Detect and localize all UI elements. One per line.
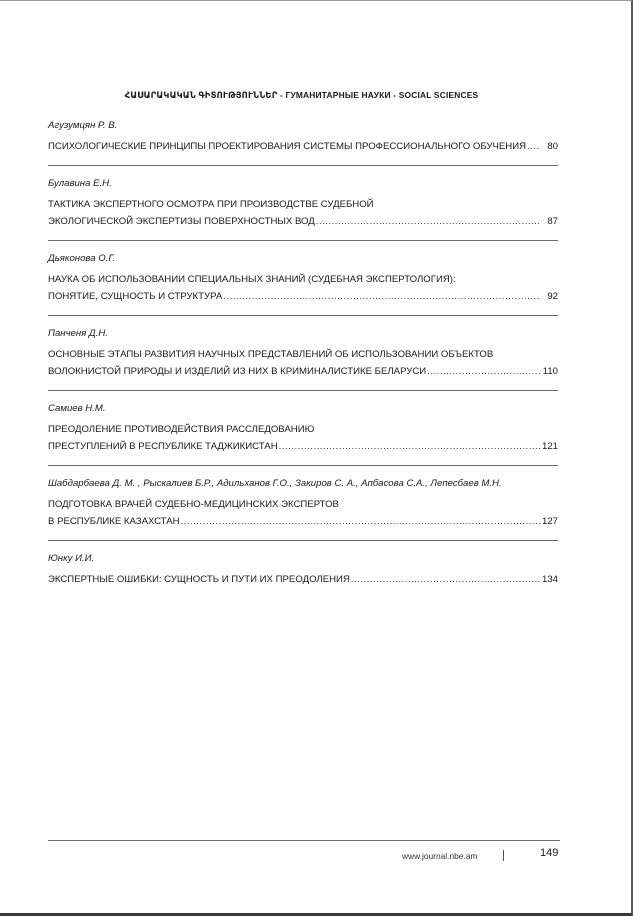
dot-leader xyxy=(223,288,541,305)
entry-title-block[interactable] xyxy=(48,421,558,455)
entry-title-text: ПОДГОТОВКА ВРАЧЕЙ СУДЕБНО-МЕДИЦИНСКИХ ЭКСПЕРТОВ xyxy=(48,499,339,510)
table-of-contents xyxy=(48,120,558,588)
entry-page-number: 92 xyxy=(547,291,558,302)
entry-title-line xyxy=(48,196,558,213)
toc-entry xyxy=(48,253,558,305)
toc-entry xyxy=(48,328,558,380)
entry-page-number: 134 xyxy=(541,574,558,585)
entry-page-number: 80 xyxy=(547,141,558,152)
entry-title-text: ПОНЯТИЕ, СУЩНОСТЬ И СТРУКТУРА xyxy=(48,291,223,302)
entry-title-line xyxy=(48,496,558,513)
entry-title-block[interactable] xyxy=(48,271,558,305)
toc-entry xyxy=(48,178,558,230)
dot-leader xyxy=(351,571,541,588)
section-heading: ՀԱՍԱՐԱԿԱԿԱՆ ԳԻՏՈՒԹՅՈՒՆՆԵՐ - ГУМАНИТАРНЫЕ НАУКИ - SOCIAL SCIENCES xyxy=(124,90,479,100)
dot-leader xyxy=(427,363,541,380)
footer-url[interactable]: www.journal.nbe.am xyxy=(402,851,478,861)
entry-authors: Панченя Д.Н. xyxy=(48,328,108,339)
entry-title-text: ПСИХОЛОГИЧЕСКИЕ ПРИНЦИПЫ ПРОЕКТИРОВАНИЯ СИСТЕМЫ ПРОФЕССИОНАЛЬНОГО ОБУЧЕНИЯ xyxy=(48,141,527,152)
entry-title-line xyxy=(48,346,558,363)
entry-title-text: ТАКТИКА ЭКСПЕРТНОГО ОСМОТРА ПРИ ПРОИЗВОДСТВЕ СУДЕБНОЙ xyxy=(48,199,374,210)
entry-title-line xyxy=(48,213,558,230)
entry-page-number: 110 xyxy=(542,366,558,377)
toc-entry xyxy=(48,403,558,455)
entry-title-line xyxy=(48,271,558,288)
entry-title-text: ЭКСПЕРТНЫЕ ОШИБКИ: СУЩНОСТЬ И ПУТИ ИХ ПРЕОДОЛЕНИЯ xyxy=(48,574,350,585)
entry-separator xyxy=(48,240,558,241)
footer-page-number: 149 xyxy=(540,847,559,859)
dot-leader xyxy=(181,513,541,530)
entry-page-number: 121 xyxy=(541,441,558,452)
entry-separator xyxy=(48,465,558,466)
entry-title-text: ЭКОЛОГИЧЕСКОЙ ЭКСПЕРТИЗЫ ПОВЕРХНОСТНЫХ ВОД xyxy=(48,216,315,227)
entry-title-text: ВОЛОКНИСТОЙ ПРИРОДЫ И ИЗДЕЛИЙ ИЗ НИХ В КРИМИНАЛИСТИКЕ БЕЛАРУСИ xyxy=(48,366,427,377)
entry-title-block[interactable] xyxy=(48,346,558,380)
toc-entry xyxy=(48,120,558,155)
entry-authors: Самиев Н.М. xyxy=(48,403,106,414)
toc-entry xyxy=(48,553,558,588)
entry-title-text: ПРЕОДОЛЕНИЕ ПРОТИВОДЕЙСТВИЯ РАССЛЕДОВАНИЮ xyxy=(48,424,315,435)
entry-title-text: ПРЕСТУПЛЕНИЙ В РЕСПУБЛИКЕ ТАДЖИКИСТАН xyxy=(48,441,278,452)
entry-page-number: 87 xyxy=(547,216,558,227)
entry-title-text: ОСНОВНЫЕ ЭТАПЫ РАЗВИТИЯ НАУЧНЫХ ПРЕДСТАВЛЕНИЙ ОБ ИСПОЛЬЗОВАНИИ ОБЪЕКТОВ xyxy=(48,349,494,360)
entry-title-line xyxy=(48,288,558,305)
entry-separator xyxy=(48,165,558,166)
entry-authors: Агузумцян Р. В. xyxy=(48,120,118,131)
entry-authors: Шабдарбаева Д. М. , Рыскалиев Б.Р., Адильханов Г.О., Закиров С. А., Апбасова С.А., Лепесбаев М.Н. xyxy=(48,478,502,489)
entry-title-text: В РЕСПУБЛИКЕ КАЗАХСТАН xyxy=(48,516,180,527)
entry-separator xyxy=(48,390,558,391)
entry-authors: Юнку И.И. xyxy=(48,553,95,564)
entry-separator xyxy=(48,315,558,316)
entry-title-block[interactable] xyxy=(48,496,558,530)
dot-leader xyxy=(279,438,541,455)
entry-title-text: НАУКА ОБ ИСПОЛЬЗОВАНИИ СПЕЦИАЛЬНЫХ ЗНАНИЙ (СУДЕБНАЯ ЭКСПЕРТОЛОГИЯ): xyxy=(48,274,456,285)
footer-rule xyxy=(48,840,560,841)
entry-page-number: 127 xyxy=(541,516,558,527)
entry-title-line xyxy=(48,363,558,380)
footer-separator xyxy=(503,850,504,861)
entry-title-line xyxy=(48,438,558,455)
entry-title-line xyxy=(48,138,558,155)
toc-entry xyxy=(48,478,558,530)
entry-title-line xyxy=(48,571,558,588)
entry-title-block[interactable] xyxy=(48,196,558,230)
entry-authors: Дьяконова О.Г. xyxy=(48,253,116,264)
entry-title-block[interactable] xyxy=(48,571,558,588)
entry-title-line xyxy=(48,513,558,530)
entry-title-block[interactable] xyxy=(48,138,558,155)
dot-leader xyxy=(527,138,541,155)
entry-separator xyxy=(48,540,558,541)
dot-leader xyxy=(316,213,541,230)
entry-title-line xyxy=(48,421,558,438)
entry-authors: Булавина Е.Н. xyxy=(48,178,112,189)
